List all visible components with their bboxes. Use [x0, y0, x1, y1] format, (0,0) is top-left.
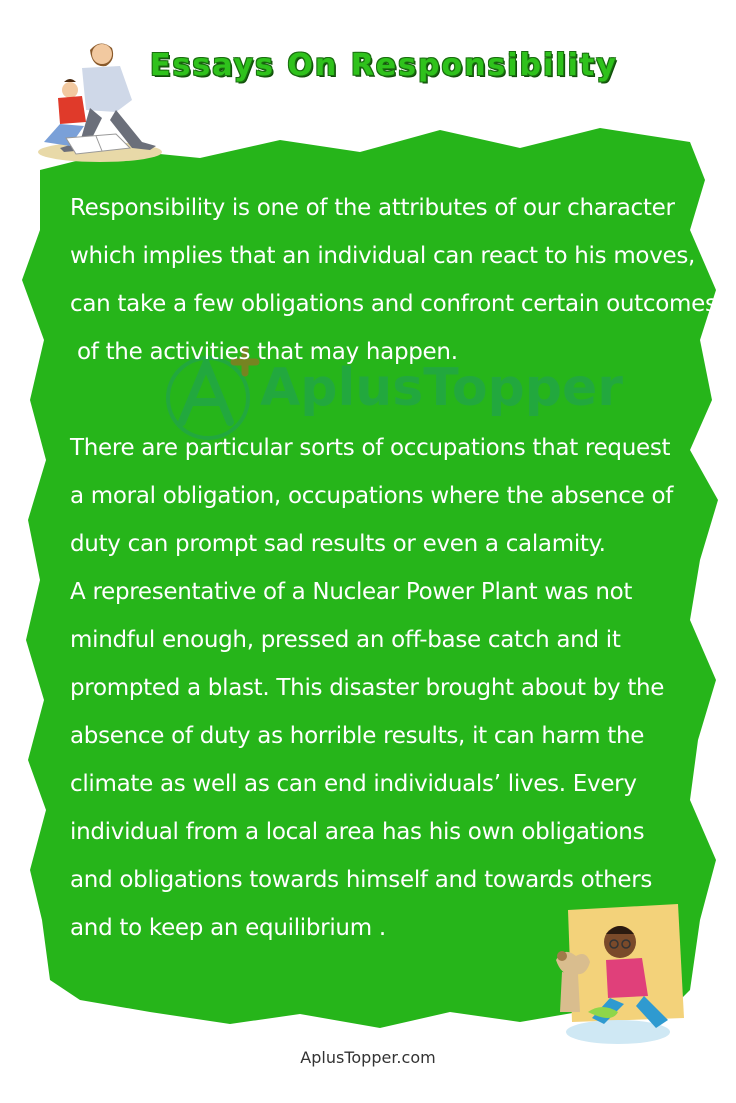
text-line: absence of duty as horrible results, it can harm the [70, 723, 645, 749]
text-line: of the activities that may happen. [70, 339, 458, 365]
text-line: and obligations towards himself and towards others [70, 867, 653, 893]
essay-body [70, 184, 720, 952]
father-child-reading-illustration [20, 30, 170, 170]
paragraph-1 [70, 184, 720, 376]
text-line: duty can prompt sad results or even a calamity. [70, 531, 606, 557]
text-line: and to keep an equilibrium . [70, 915, 386, 941]
text-line: which implies that an individual can react to his moves, [70, 243, 696, 269]
text-line: There are particular sorts of occupations that request [70, 435, 671, 461]
boy-cleaning-with-dog-illustration [548, 900, 688, 1052]
text-line: can take a few obligations and confront certain outcomes [70, 291, 717, 317]
paragraph-2 [70, 424, 720, 952]
text-line: prompted a blast. This disaster brought about by the [70, 675, 665, 701]
text-line: individual from a local area has his own obligations [70, 819, 645, 845]
text-line: a moral obligation, occupations where the absence of [70, 483, 674, 509]
text-line: A representative of a Nuclear Power Plant was not [70, 579, 633, 605]
watermark-text: AplusTopper [260, 358, 623, 418]
text-line: climate as well as can end individuals’ lives. Every [70, 771, 637, 797]
footer-site-name: AplusTopper.com [300, 1048, 436, 1067]
page-title: Essays On Responsibility [150, 48, 618, 83]
paragraph-gap [70, 376, 720, 424]
text-line: mindful enough, pressed an off-base catch and it [70, 627, 621, 653]
text-line: Responsibility is one of the attributes of our character [70, 195, 675, 221]
